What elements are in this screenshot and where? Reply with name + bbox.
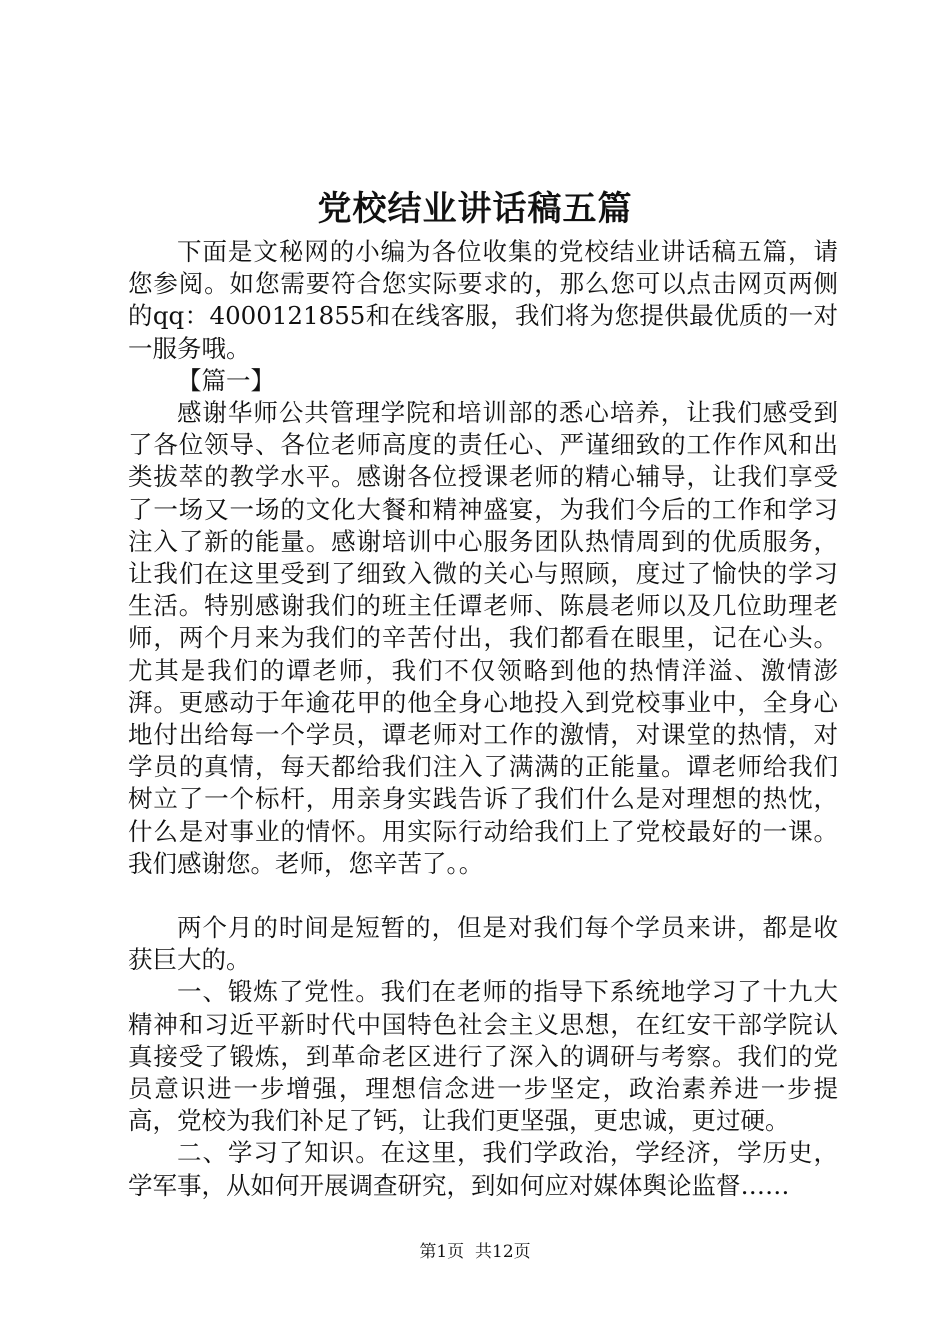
page-total: 共12页 [475,1242,531,1262]
page-number: 第1页 [419,1242,465,1262]
paragraph-point-2: 二、学习了知识。在这里，我们学政治，学经济，学历史，学军事，从如何开展调查研究，到如何应对媒体舆论监督…… [128,1138,838,1200]
document-title: 党校结业讲话稿五篇 [317,189,633,229]
blank-line [128,880,838,912]
paragraph-thanks: 感谢华师公共管理学院和培训部的悉心培养，让我们感受到了各位领导、各位老师高度的责任心、严谨细致的工作作风和出类拔萃的教学水平。感谢各位授课老师的精心辅导，让我们享受了一场又一场的文化大餐和精神盛宴，为我们今后的工作和学习注入了新的能量。感谢培训中心服务团队热情周到的优质服务，让我们在这里受到了细致入微的关心与照顾，度过了愉快的学习生活。特别感谢我们的班主任谭老师、陈晨老师以及几位助理老师，两个月来为我们的辛苦付出，我们都看在眼里，记在心头。尤其是我们的谭老师，我们不仅领略到他的热情洋溢、激情澎湃。更感动于年逾花甲的他全身心地投入到党校事业中，全身心地付出给每一个学员，谭老师对工作的激情，对课堂的热情，对学员的真情，每天都给我们注入了满满的正能量。谭老师给我们树立了一个标杆，用亲身实践告诉了我们什么是对理想的热忱，什么是对事业的情怀。用实际行动给我们上了党校最好的一课。我们感谢您。老师，您辛苦了。。 [128,398,838,878]
paragraph-intro: 下面是文秘网的小编为各位收集的党校结业讲话稿五篇，请您参阅。如您需要符合您实际要求的，那么您可以点击网页两侧的qq：4000121855和在线客服，我们将为您提供最优质的一对一服务哦。 [128,237,838,363]
paragraph-summary: 两个月的时间是短暂的，但是对我们每个学员来讲，都是收获巨大的。 [128,913,838,975]
section-heading-1: 【篇一】 [177,365,275,395]
document-body [128,236,838,1202]
page-footer [0,1240,950,1264]
paragraph-point-1: 一、锻炼了党性。我们在老师的指导下系统地学习了十九大精神和习近平新时代中国特色社会主义思想，在红安干部学院认真接受了锻炼，到革命老区进行了深入的调研与考察。我们的党员意识进一步增强，理想信念进一步坚定，政治素养进一步提高，党校为我们补足了钙，让我们更坚强，更忠诚，更过硬。 [128,977,838,1136]
